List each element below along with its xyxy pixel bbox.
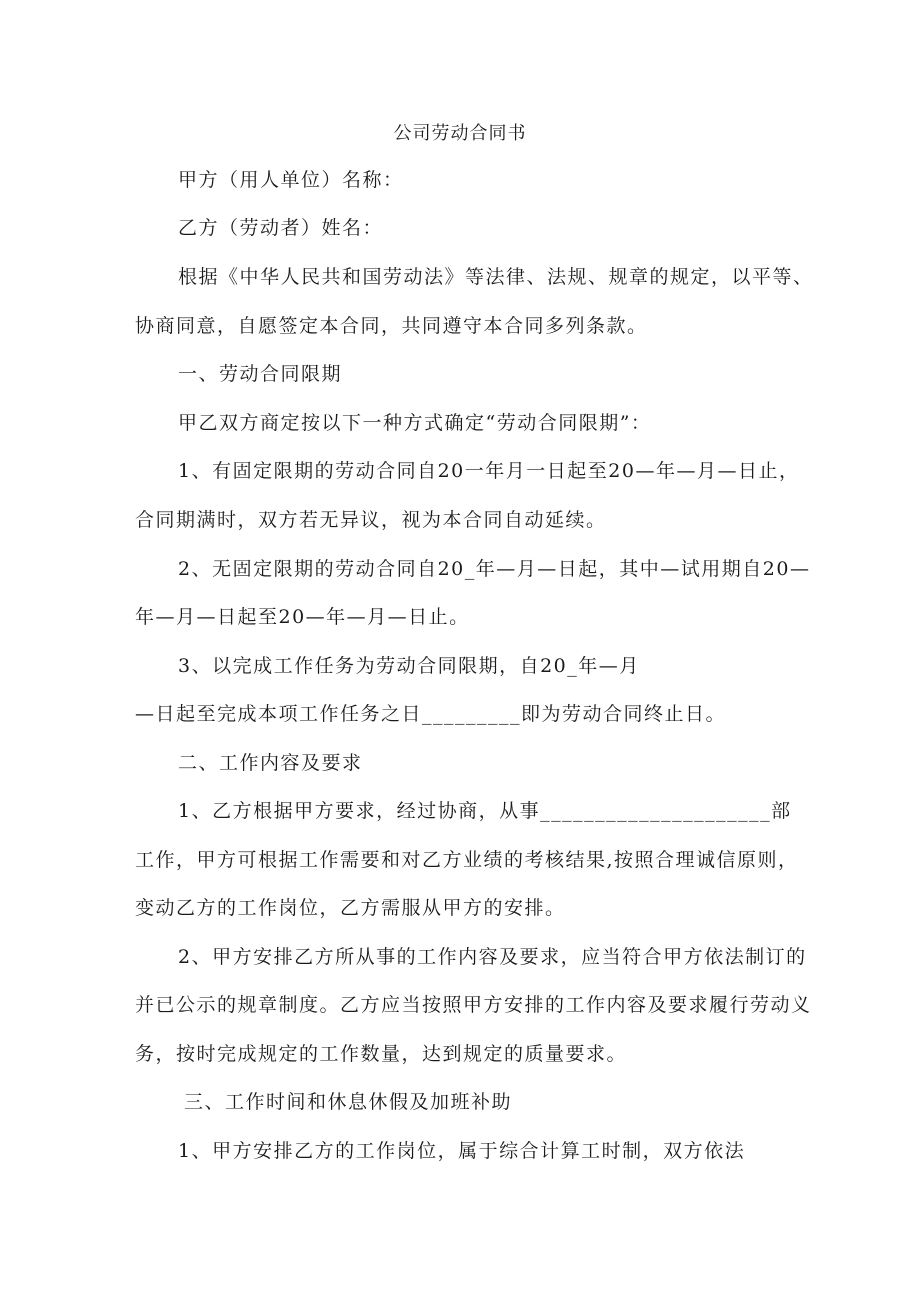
preamble-line-1: 根据《中华人民共和国劳动法》等法律、法规、规章的规定，以平等、	[178, 266, 814, 288]
clause-2-1-line-2: 工作，甲方可根据工作需要和对乙方业绩的考核结果,按照合理诚信原则，	[135, 849, 799, 871]
clause-1-1-line-2: 合同期满时，双方若无异议，视为本合同自动延续。	[135, 509, 607, 531]
clause-1-3-line-1: 3、以完成工作任务为劳动合同限期，自20_年—月	[178, 655, 640, 677]
clause-2-1-line-1: 1、乙方根据甲方要求，经过协商，从事_____________________部	[178, 800, 792, 822]
clause-1-2-line-1: 2、无固定限期的劳动合同自20_年—月—日起，其中—试用期自20—	[178, 558, 811, 580]
party-a-line: 甲方（用人单位）名称：	[178, 169, 404, 191]
clause-1-2-line-2: 年—月—日起至20—年—月—日止。	[135, 606, 470, 628]
clause-1-1-line-1: 1、有固定限期的劳动合同自20一年月一日起至20—年—月—日止，	[178, 460, 800, 482]
clause-2-2-line-3: 务，按时完成规定的工作数量，达到规定的质量要求。	[135, 1043, 628, 1065]
section-2-heading: 二、工作内容及要求	[178, 752, 363, 774]
clause-3-1-line-1: 1、甲方安排乙方的工作岗位，属于综合计算工时制，双方依法	[178, 1140, 746, 1162]
document-title: 公司劳动合同书	[393, 123, 527, 144]
preamble-line-2: 协商同意，自愿签定本合同，共同遵守本合同多列条款。	[135, 315, 648, 337]
party-b-line: 乙方（劳动者）姓名：	[178, 217, 384, 239]
clause-2-2-line-1: 2、甲方安排乙方所从事的工作内容及要求，应当符合甲方依法制订的	[178, 946, 807, 968]
section-3-heading: 三、工作时间和休息休假及加班补助	[184, 1091, 513, 1113]
section-1-heading: 一、劳动合同限期	[178, 363, 343, 385]
clause-2-1-line-3: 变动乙方的工作岗位，乙方需服从甲方的安排。	[135, 897, 566, 919]
clause-1-3-line-2: —日起至完成本项工作任务之日_________即为劳动合同终止日。	[135, 703, 727, 725]
clause-2-2-line-2: 并已公示的规章制度。乙方应当按照甲方安排的工作内容及要求履行劳动义	[135, 994, 812, 1016]
section-1-intro: 甲乙双方商定按以下一种方式确定“劳动合同限期”：	[178, 412, 652, 434]
